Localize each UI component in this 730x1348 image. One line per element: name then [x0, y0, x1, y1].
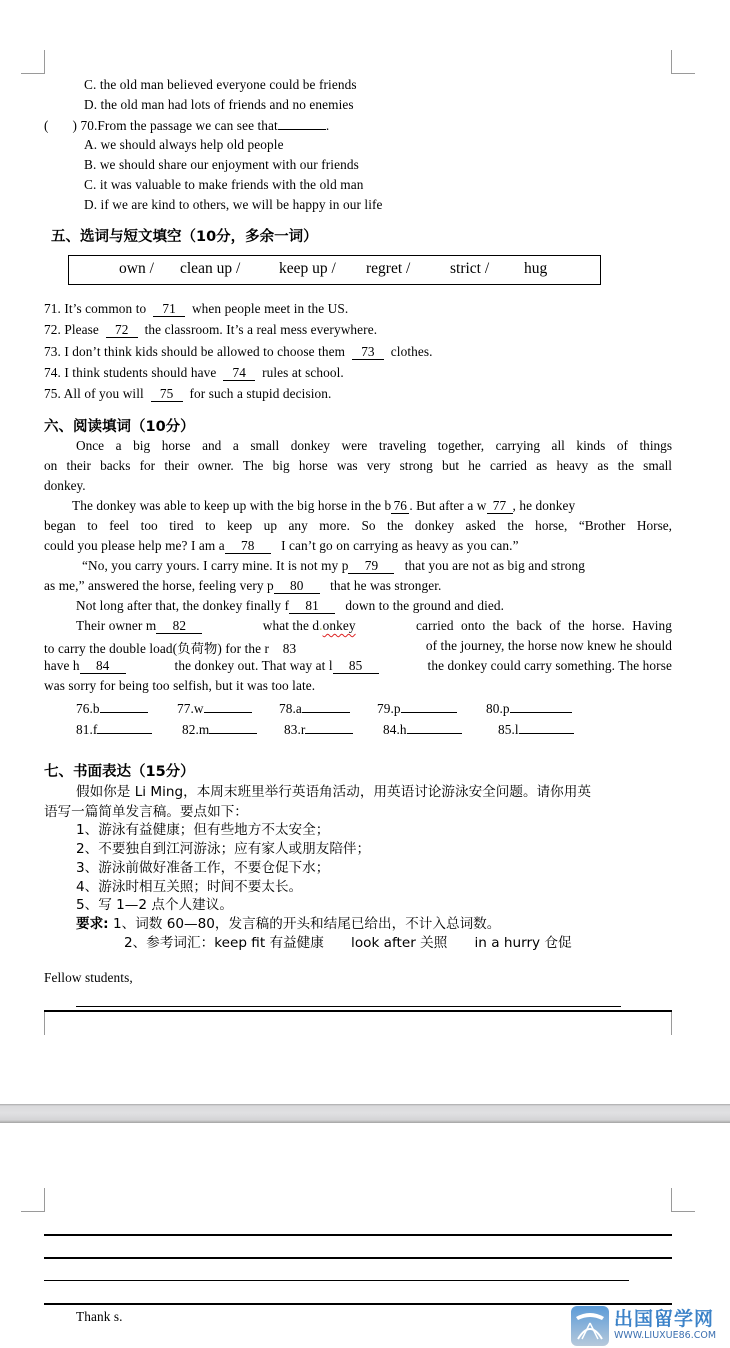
blank-71[interactable]: 71: [153, 302, 185, 317]
watermark-cn-text: 出国留学网: [614, 1308, 715, 1330]
writing-point: 4、游泳时相互关照；时间不要太长。: [76, 879, 303, 895]
q70-option-c: C. it was valuable to make friends with the old man: [84, 177, 364, 192]
blank-83[interactable]: 83: [282, 641, 297, 656]
blank-81[interactable]: 81: [289, 599, 335, 614]
answer-row: [377, 700, 457, 717]
sentence-75: [44, 386, 331, 402]
answer-line[interactable]: [204, 700, 252, 713]
sentence-71: [44, 301, 348, 317]
sentence-text: the classroom. It’s a real mess everywhere.: [144, 322, 378, 337]
passage-text: could you please help me? I am a: [44, 538, 225, 553]
page-corner-mark: [671, 1012, 695, 1035]
sentence-text: clothes.: [390, 344, 433, 359]
passage-line: [44, 538, 519, 554]
word-bank-item: regret /: [366, 260, 411, 277]
answer-label: 80.p: [486, 701, 510, 716]
passage-line: [82, 558, 585, 574]
watermark-url: WWW.LIUXUE86.COM: [614, 1330, 717, 1341]
answer-label: 82.m: [182, 722, 210, 737]
q70-option-d: D. if we are kind to others, we will be happy in our life: [84, 197, 383, 212]
passage-text: “No, you carry yours. I carry mine. It is not my p: [82, 558, 349, 573]
answer-row: [498, 721, 574, 738]
sentence-73: [44, 344, 433, 360]
question-70-stem: 70.From the passage we can see that: [80, 118, 278, 133]
word-bank-item: strict /: [450, 260, 490, 277]
writing-line[interactable]: [44, 1010, 672, 1012]
q70-option-b: B. we should share our enjoyment with our friends: [84, 157, 359, 172]
sentence-text: 75. All of you will: [44, 386, 144, 401]
sentence-text: for such a stupid decision.: [189, 386, 332, 401]
passage-line: [72, 498, 672, 514]
sentence-72: [44, 322, 377, 338]
page-corner-mark: [21, 1188, 45, 1212]
question-70-blank: [278, 117, 326, 130]
passage-text: [44, 658, 126, 674]
answer-label: 78.a: [279, 701, 302, 716]
answer-label: 77.w: [177, 701, 204, 716]
passage-text: I can’t go on carrying as heavy as you can.”: [281, 538, 519, 553]
passage-text: the donkey could carry something. The horse: [427, 658, 672, 673]
passage-line: donkey.: [44, 478, 86, 493]
answer-row: [279, 700, 350, 717]
section-5-title: 五、选词与短文填空（10分，多余一词）: [51, 229, 318, 245]
blank-72[interactable]: 72: [106, 323, 138, 338]
answer-row: [383, 721, 462, 738]
writing-point: 1、游泳有益健康；但有些地方不太安全；: [76, 822, 330, 838]
passage-text: Their owner m: [76, 618, 157, 633]
requirement-2: 2、参考词汇：keep fit 有益健康 look after 关照 in a hurry 仓促: [124, 935, 572, 951]
passage-line: [44, 658, 672, 674]
sentence-text: 72. Please: [44, 322, 99, 337]
answer-row: [182, 721, 257, 738]
requirements: [76, 912, 500, 932]
blank-84[interactable]: 84: [80, 659, 126, 674]
writing-intro: 假如你是 Li Ming，本周末班里举行英语角活动，用英语讨论游泳安全问题。请你用英: [76, 784, 591, 800]
writing-line[interactable]: [76, 1006, 621, 1007]
answer-label: 83.r: [284, 722, 306, 737]
page-corner-mark: [671, 1188, 695, 1212]
answer-row: [486, 700, 572, 717]
word-bank-item: hug: [524, 260, 548, 277]
answer-line[interactable]: [302, 700, 350, 713]
blank-79[interactable]: 79: [348, 559, 394, 574]
passage-line: [76, 598, 504, 614]
passage-line: [44, 638, 672, 657]
page-separator: [0, 1104, 730, 1123]
page-corner-mark: [21, 1012, 45, 1035]
passage-text: that you are not as big and strong: [404, 558, 586, 573]
section-7-title: 七、书面表达（15分）: [44, 764, 195, 780]
passage-text: as me,” answered the horse, feeling very p: [44, 578, 274, 593]
sentence-74: [44, 365, 344, 381]
watermark-logo: [570, 1303, 730, 1348]
answer-label: 79.p: [377, 701, 401, 716]
section-6-title: 六、阅读填词（10分）: [44, 419, 195, 435]
passage-text: . But after a w: [409, 498, 487, 513]
option-c-prev: C. the old man believed everyone could be friends: [84, 77, 357, 92]
sentence-text: rules at school.: [262, 365, 344, 380]
passage-text: of the journey, the horse now knew he should: [425, 638, 672, 653]
spellcheck-word[interactable]: onkey: [322, 618, 356, 633]
passage-text: [175, 658, 379, 674]
question-70: [44, 117, 329, 134]
writing-line[interactable]: [44, 1257, 672, 1259]
passage-text: , he donkey: [512, 498, 576, 513]
blank-85[interactable]: 85: [333, 659, 379, 674]
answer-line[interactable]: [407, 721, 462, 734]
blank-74[interactable]: 74: [223, 366, 255, 381]
globe-logo-icon: [570, 1305, 610, 1347]
requirement-1: 1、词数 60—80，发言稿的开头和结尾已给出，不计入总词数。: [112, 916, 501, 932]
sentence-text: 71. It’s common to: [44, 301, 147, 316]
sentence-text: 74. I think students should have: [44, 365, 217, 380]
word-bank-box: [68, 255, 601, 285]
word-bank-item: own /: [119, 260, 154, 277]
grammar-mark-icon: .: [319, 618, 323, 633]
blank-82[interactable]: 82: [156, 619, 202, 634]
requirements-label: 要求:: [76, 916, 109, 932]
answer-bracket-close: ): [72, 118, 78, 133]
blank-77[interactable]: 77: [487, 499, 513, 514]
passage-text: The donkey was able to keep up with the big horse in the b: [72, 498, 392, 513]
writing-point: 5、写 1—2 点个人建议。: [76, 897, 233, 913]
writing-point: 3、游泳前做好准备工作，不要仓促下水；: [76, 860, 330, 876]
blank-78[interactable]: 78: [225, 539, 271, 554]
answer-label: 81.f: [76, 722, 98, 737]
answer-row: [177, 700, 252, 717]
answer-label: 76.b: [76, 701, 100, 716]
answer-label: 85.l: [498, 722, 519, 737]
blank-73[interactable]: 73: [352, 345, 384, 360]
page-corner-mark: [671, 50, 695, 74]
answer-label: 84.h: [383, 722, 407, 737]
answer-bracket-open: (: [44, 118, 49, 133]
passage-text: down to the ground and died.: [345, 598, 505, 613]
passage-text: the donkey out. That way at l: [174, 658, 333, 673]
blank-80[interactable]: 80: [274, 579, 320, 594]
answer-row: [76, 721, 152, 738]
writing-line[interactable]: [44, 1234, 672, 1236]
passage-text: to carry the double load(负荷物) for the r: [44, 641, 270, 656]
word-bank-item: keep up /: [279, 260, 336, 277]
answer-line[interactable]: [519, 721, 574, 734]
passage-text: [44, 638, 296, 657]
passage-line: [76, 618, 672, 634]
writing-point: 2、不要独自到江河游泳；应有家人或朋友陪伴；: [76, 841, 371, 857]
question-70-end: .: [325, 118, 330, 133]
page-corner-mark: [21, 50, 45, 74]
passage-text: [72, 498, 575, 514]
passage-line: Once a big horse and a small donkey were traveling together, carrying all kinds of things: [76, 438, 672, 453]
blank-76[interactable]: 76: [391, 499, 409, 514]
passage-line: on their backs for their owner. The big horse was very strong but he carried as heavy as the small: [44, 458, 672, 473]
passage-text: carried onto the back of the horse. Having: [416, 618, 672, 633]
answer-line[interactable]: [209, 721, 257, 734]
passage-text: Not long after that, the donkey finally f: [76, 598, 290, 613]
blank-75[interactable]: 75: [151, 387, 183, 402]
greeting: Fellow students,: [44, 970, 133, 985]
sentence-text: when people meet in the US.: [191, 301, 349, 316]
answer-row: [284, 721, 353, 738]
answer-line[interactable]: [305, 721, 353, 734]
writing-line[interactable]: [44, 1280, 629, 1281]
option-d-prev: D. the old man had lots of friends and no enemies: [84, 97, 354, 112]
word-bank-item: clean up /: [180, 260, 241, 277]
passage-text: that he was stronger.: [330, 578, 442, 593]
passage-text: have h: [44, 658, 80, 673]
passage-text: [76, 618, 202, 634]
q70-option-a: A. we should always help old people: [84, 137, 284, 152]
passage-text: [263, 618, 356, 634]
closing: Thank s.: [76, 1309, 123, 1324]
answer-line[interactable]: [510, 700, 572, 713]
answer-line[interactable]: [401, 700, 457, 713]
passage-text: what the d: [262, 618, 320, 633]
writing-intro: 语写一篇简单发言稿。要点如下：: [44, 804, 248, 820]
passage-line: was sorry for being too selfish, but it was too late.: [44, 678, 316, 693]
answer-line[interactable]: [97, 721, 152, 734]
answer-line[interactable]: [100, 700, 148, 713]
sentence-text: 73. I don’t think kids should be allowed to choose them: [44, 344, 346, 359]
answer-row: [76, 700, 148, 717]
passage-line: began to feel too tired to keep up any more. So the donkey asked the horse, “Brother Horse,: [44, 518, 672, 533]
passage-line: [44, 578, 441, 594]
